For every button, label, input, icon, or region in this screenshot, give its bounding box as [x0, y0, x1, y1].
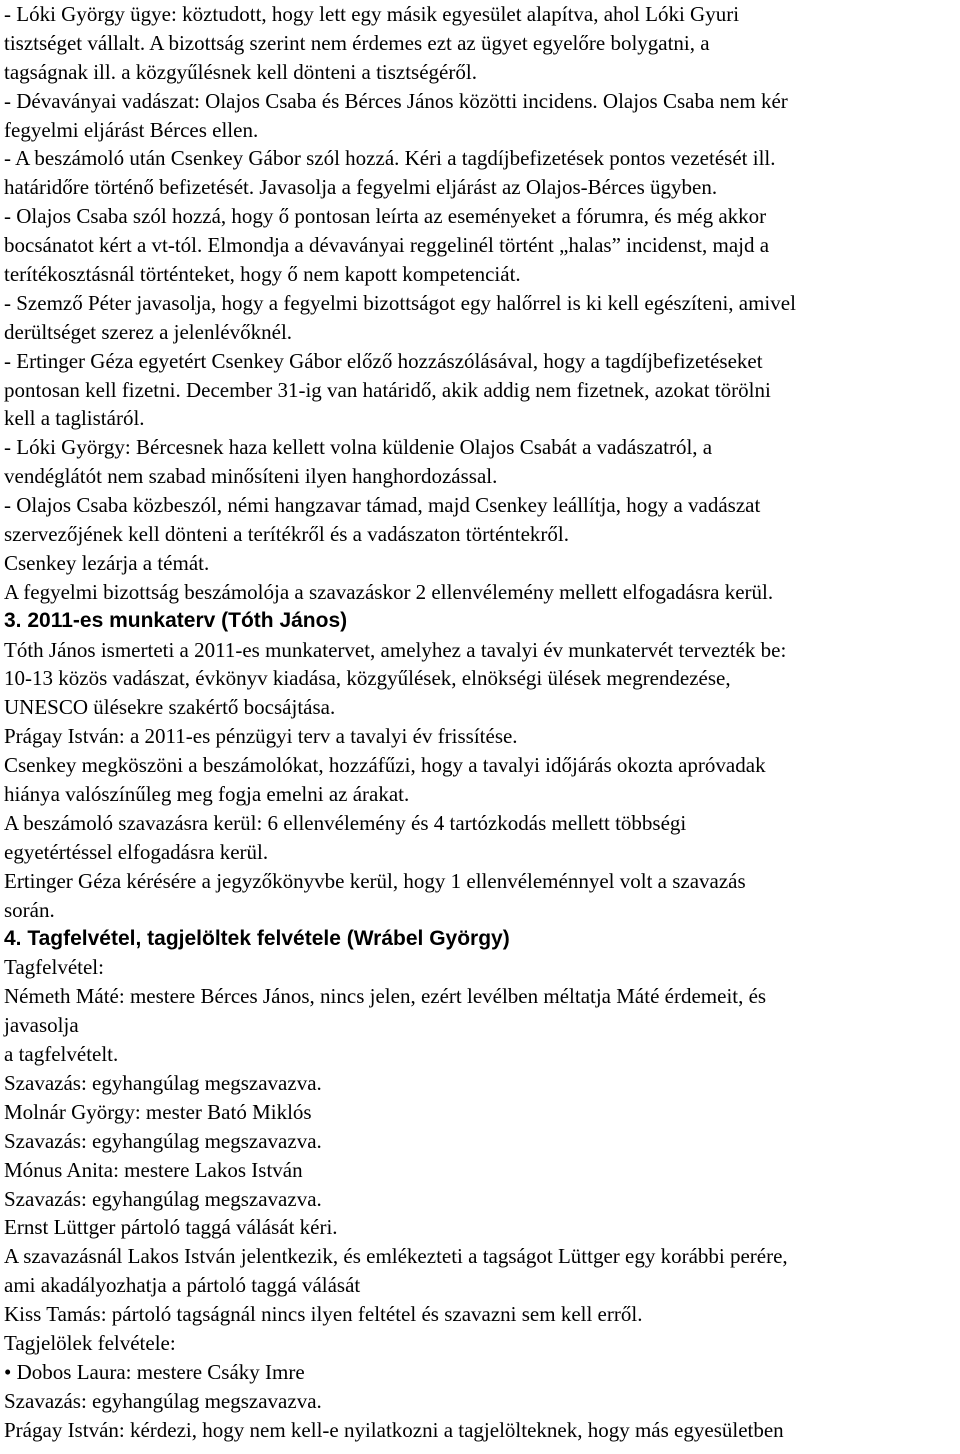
text-line: - Lóki György: Bércesnek haza kellett volna küldenie Olajos Csabát a vadászatról, a: [4, 435, 713, 460]
document-page: [4, 0, 954, 1445]
text-line: A szavazásnál Lakos István jelentkezik, és emlékezteti a tagságot Lüttger egy korábbi perére,: [4, 1244, 788, 1269]
text-line: Tagjelölek felvétele:: [4, 1330, 176, 1355]
text-line: Molnár György: mester Bató Miklós: [4, 1099, 312, 1124]
text-line: Tóth János ismerteti a 2011-es munkatervet, amelyhez a tavalyi év munkatervét tervezték be:: [4, 637, 787, 662]
text-line: • Dobos Laura: mestere Csáky Imre: [4, 1359, 305, 1384]
text-line: egyetértéssel elfogadásra kerül.: [4, 839, 269, 864]
text-line: Németh Máté: mestere Bérces János, nincs jelen, ezért levélben méltatja Máté érdemeit, és: [4, 984, 767, 1009]
text-line: bocsánatot kért a vt-tól. Elmondja a dévaványai reggelinél történt „halas” incidenst, majd a: [4, 233, 770, 258]
text-line: tisztséget vállalt. A bizottság szerint nem érdemes ezt az ügyet egyelőre bolygatni, a: [4, 30, 710, 55]
text-line: a tagfelvételt.: [4, 1042, 119, 1067]
text-line: - Olajos Csaba szól hozzá, hogy ő pontosan leírta az eseményeket a fórumra, és még akkor: [4, 204, 767, 229]
text-line: Kiss Tamás: pártoló tagságnál nincs ilyen feltétel és szavazni sem kell erről.: [4, 1302, 643, 1327]
text-line: Ernst Lüttger pártoló taggá válását kéri.: [4, 1215, 338, 1240]
text-line: A beszámoló szavazásra kerül: 6 ellenvélemény és 4 tartózkodás mellett többségi: [4, 810, 687, 835]
text-line: Csenkey megköszöni a beszámolókat, hozzáfűzi, hogy a tavalyi időjárás okozta apróvadak: [4, 753, 766, 778]
section-4-body: [4, 953, 954, 1444]
section-4-heading: 4. Tagfelvétel, tagjelöltek felvétele (Wrábel György): [4, 926, 510, 950]
text-line: - A beszámoló után Csenkey Gábor szól hozzá. Kéri a tagdíjbefizetések pontos vezetését ill.: [4, 146, 776, 171]
text-line: - Lóki György ügye: köztudott, hogy lett egy másik egyesület alapítva, ahol Lóki Gyuri: [4, 2, 740, 26]
text-line: A fegyelmi bizottság beszámolója a szavazáskor 2 ellenvélemény mellett elfogadásra kerül.: [4, 579, 774, 604]
text-line: Prágay István: kérdezi, hogy nem kell-e nyilatkozni a tagjelölteknek, hogy más egyesületben: [4, 1417, 784, 1442]
text-line: Szavazás: egyhangúlag megszavazva.: [4, 1186, 322, 1211]
text-line: - Szemző Péter javasolja, hogy a fegyelmi bizottságot egy halőrrel is ki kell egészíteni, amivel: [4, 290, 796, 315]
text-line: kell a taglistáról.: [4, 406, 145, 431]
text-line: vendéglátót nem szabad minősíteni ilyen hanghordozással.: [4, 464, 498, 489]
minutes-discussion-block: [4, 0, 954, 607]
text-line: derültséget szerez a jelenlévőknél.: [4, 319, 293, 344]
text-line: Prágay István: a 2011-es pénzügyi terv a tavalyi év frissítése.: [4, 724, 518, 749]
text-line: - Dévaványai vadászat: Olajos Csaba és Bérces János közötti incidens. Olajos Csaba nem kér: [4, 88, 788, 113]
text-line: UNESCO ülésekre szakértő bocsájtása.: [4, 695, 336, 720]
text-line: Csenkey lezárja a témát.: [4, 550, 210, 575]
section-3-heading: 3. 2011-es munkaterv (Tóth János): [4, 608, 348, 632]
text-line: javasolja: [4, 1013, 79, 1038]
section-3-body: [4, 636, 954, 925]
text-line: tagságnak ill. a közgyűlésnek kell dönteni a tisztségéről.: [4, 59, 477, 84]
text-line: hiánya valószínűleg meg fogja emelni az árakat.: [4, 782, 410, 807]
text-line: Ertinger Géza kérésére a jegyzőkönyvbe kerül, hogy 1 ellenvéleménnyel volt a szavazás: [4, 868, 746, 893]
text-line: pontosan kell fizetni. December 31-ig van határidő, akik addig nem fizetnek, azokat törölni: [4, 377, 771, 402]
text-line: Tagfelvétel:: [4, 955, 104, 980]
text-line: Szavazás: egyhangúlag megszavazva.: [4, 1070, 322, 1095]
text-line: ami akadályozhatja a pártoló taggá válását: [4, 1273, 361, 1298]
text-line: 10-13 közös vadászat, évkönyv kiadása, közgyűlések, elnökségi ülések megrendezése,: [4, 666, 731, 691]
text-line: szervezőjének kell dönteni a terítékről és a vadászaton történtekről.: [4, 522, 570, 547]
text-line: terítékosztásnál történteket, hogy ő nem kapott kompetenciát.: [4, 262, 521, 287]
text-line: Szavazás: egyhangúlag megszavazva.: [4, 1388, 322, 1413]
text-line: - Ertinger Géza egyetért Csenkey Gábor előző hozzászólásával, hogy a tagdíjbefizetéseket: [4, 348, 763, 373]
text-line: Mónus Anita: mestere Lakos István: [4, 1157, 303, 1182]
text-line: fegyelmi eljárást Bérces ellen.: [4, 117, 259, 142]
text-line: során.: [4, 897, 55, 922]
text-line: határidőre történő befizetését. Javasolja a fegyelmi eljárást az Olajos-Bérces ügyben.: [4, 175, 718, 200]
text-line: Szavazás: egyhangúlag megszavazva.: [4, 1128, 322, 1153]
text-line: - Olajos Csaba közbeszól, némi hangzavar támad, majd Csenkey leállítja, hogy a vadászat: [4, 493, 761, 518]
